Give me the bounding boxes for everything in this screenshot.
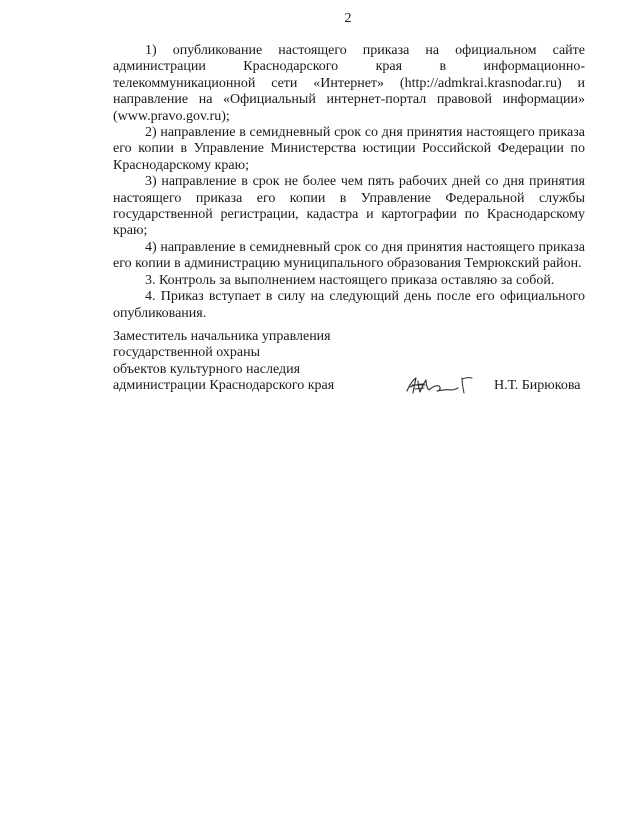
paragraph-registration-service: 3) направление в срок не более чем пять рабочих дней со дня принятия настоящего приказа его копии в Управление Федеральной службы государственной регистрации, кадастра и картографии по Краснодарскому краю; — [113, 174, 585, 239]
signatory-position-line: государственной охраны — [113, 345, 261, 361]
paragraph-publication: 1) опубликование настоящего приказа на официальном сайте администрации Краснодарского края в информационно-телекоммуникационной сети «Интернет» (http://admkrai.krasnodar.ru) и направление на «Официальный интернет-портал правовой информации» (www.pravo.gov.ru); — [113, 43, 585, 124]
signer-name: Н.Т. Бирюкова — [494, 378, 581, 393]
paragraph-control: 3. Контроль за выполнением настоящего приказа оставляю за собой. — [145, 272, 555, 288]
handwritten-signature — [404, 372, 476, 398]
signatory-position-line: Заместитель начальника управления — [113, 329, 331, 344]
paragraph-ministry-of-justice: 2) направление в семидневный срок со дня принятия настоящего приказа его копии в Управление Министерства юстиции Российской Федерации по Краснодарскому краю; — [113, 125, 585, 173]
document-body — [113, 43, 585, 322]
signatory-position-line: объектов культурного наследия — [113, 361, 301, 377]
paragraph-entry-into-force: 4. Приказ вступает в силу на следующий день после его официального опубликования. — [113, 289, 585, 321]
paragraph-municipal-administration: 4) направление в семидневный срок со дня принятия настоящего приказа его копии в администрацию муниципального образования Темрюкский район. — [113, 239, 585, 272]
page-number: 2 — [344, 11, 352, 26]
signatory-position-line: администрации Краснодарского края — [113, 378, 335, 394]
